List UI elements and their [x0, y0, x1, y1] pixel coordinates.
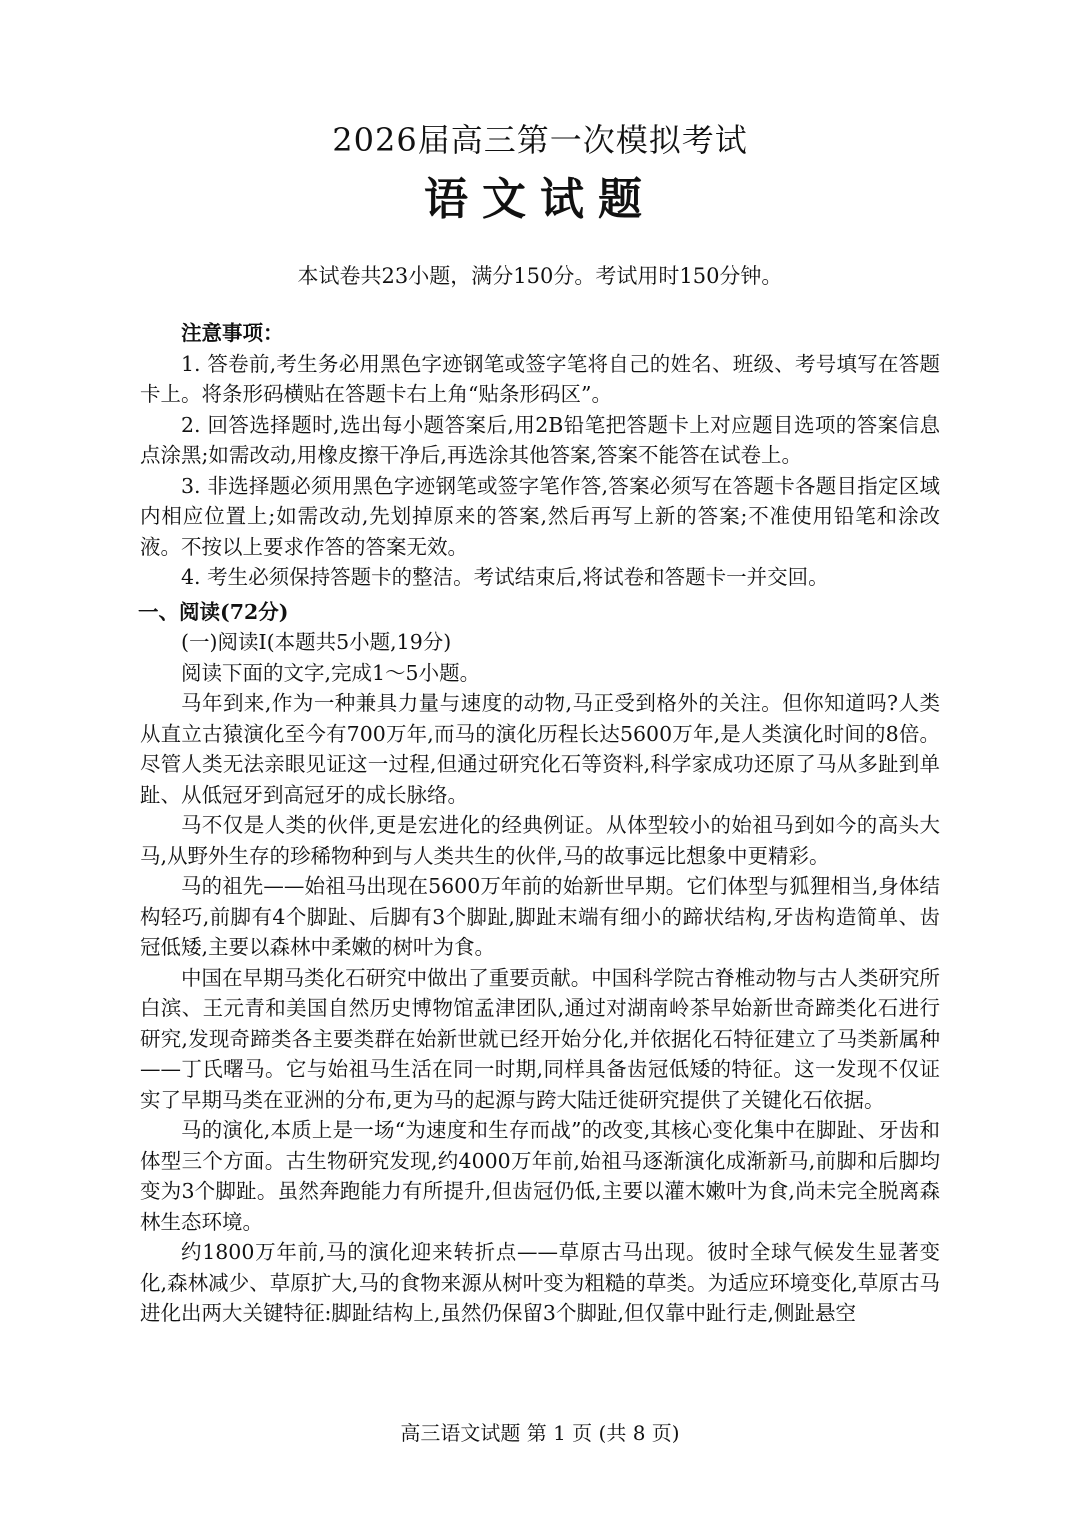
passage-paragraph-1: 马年到来,作为一种兼具力量与速度的动物,马正受到格外的关注。但你知道吗?人类从直立古猿演化至今有700万年,而马的演化历程长达5600万年,是人类演化时间的8倍。尽管人类无法亲眼见证这一过程,但通过研究化石等资料,科学家成功还原了马从多趾到单趾、从低冠牙到高冠牙的成长脉络。	[140, 691, 940, 807]
passage-paragraph-2: 马不仅是人类的伙伴,更是宏进化的经典例证。从体型较小的始祖马到如今的高头大马,从野外生存的珍稀物种到与人类共生的伙伴,马的故事远比想象中更精彩。	[140, 813, 940, 868]
notice-heading: 注意事项：	[181, 321, 284, 345]
notice-item-2: 2. 回答选择题时,选出每小题答案后,用2B铅笔把答题卡上对应题目选项的答案信息点涂黑;如需改动,用橡皮擦干净后,再选涂其他答案,答案不能答在试卷上。	[140, 412, 940, 467]
passage-paragraph-3: 马的祖先——始祖马出现在5600万年前的始新世早期。它们体型与狐狸相当,身体结构轻巧,前脚有4个脚趾、后脚有3个脚趾,脚趾末端有细小的蹄状结构,牙齿构造简单、齿冠低矮,主要以森林中柔嫩的树叶为食。	[140, 874, 940, 959]
passage-paragraph-5: 马的演化,本质上是一场“为速度和生存而战”的改变,其核心变化集中在脚趾、牙齿和体型三个方面。古生物研究发现,约4000万年前,始祖马逐渐演化成渐新马,前脚和后脚均变为3个脚趾。虽然奔跑能力有所提升,但齿冠仍低,主要以灌木嫩叶为食,尚未完全脱离森林生态环境。	[140, 1118, 940, 1234]
exam-content	[140, 318, 940, 1329]
notice-item-1: 1. 答卷前,考生务必用黑色字迹钢笔或签字笔将自己的姓名、班级、考号填写在答题卡上。将条形码横贴在答题卡右上角“贴条形码区”。	[140, 351, 940, 406]
exam-title: 2026届高三第一次模拟考试	[332, 121, 748, 159]
section-heading: 一、阅读(72分)	[138, 599, 289, 624]
section-instruction: 阅读下面的文字,完成1～5小题。	[181, 660, 481, 685]
subject-title: 语文试题	[424, 174, 656, 225]
exam-info: 本试卷共23小题，满分150分。考试用时150分钟。	[297, 264, 783, 288]
notice-item-3: 3. 非选择题必须用黑色字迹钢笔或签字笔作答,答案必须写在答题卡各题目指定区域内相应位置上;如需改动,先划掉原来的答案,然后再写上新的答案;不准使用铅笔和涂改液。不按以上要求作答的答案无效。	[140, 473, 940, 559]
passage-paragraph-4: 中国在早期马类化石研究中做出了重要贡献。中国科学院古脊椎动物与古人类研究所白滨、王元青和美国自然历史博物馆孟津团队,通过对湖南岭茶早始新世奇蹄类化石进行研究,发现奇蹄类各主要类群在始新世就已经开始分化,并依据化石特征建立了马类新属种——丁氏曙马。它与始祖马生活在同一时期,同样具备齿冠低矮的特征。这一发现不仅证实了早期马类在亚洲的分布,更为马的起源与跨大陆迁徙研究提供了关键化石依据。	[140, 965, 940, 1112]
notice-item-4: 4. 考生必须保持答题卡的整洁。考试结束后,将试卷和答题卡一并交回。	[181, 565, 829, 589]
section-sub-heading: (一)阅读Ⅰ(本题共5小题,19分)	[181, 630, 452, 654]
passage-paragraph-6: 约1800万年前,马的演化迎来转折点——草原古马出现。彼时全球气候发生显著变化,森林减少、草原扩大,马的食物来源从树叶变为粗糙的草类。为适应环境变化,草原古马进化出两大关键特征:脚趾结构上,虽然仍保留3个脚趾,但仅靠中趾行走,侧趾悬空	[140, 1240, 940, 1325]
page-footer: 高三语文试题 第 1 页 (共 8 页)	[400, 1421, 680, 1445]
